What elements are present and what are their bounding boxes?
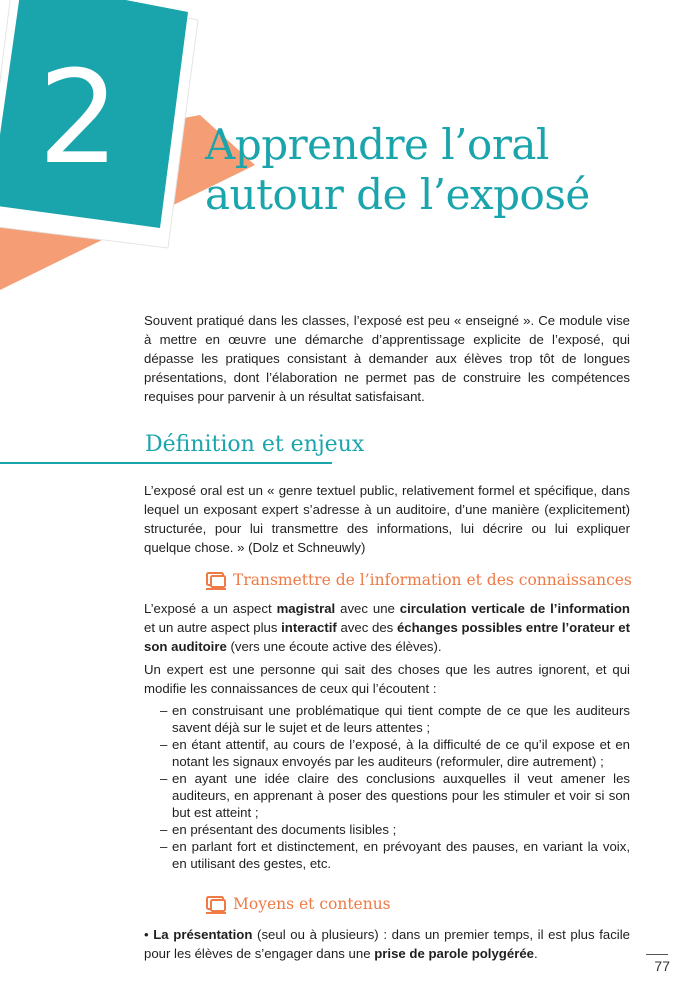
expert-bullet-list [160,702,630,872]
page-number-rule [646,954,668,955]
chapter-number: 2 [38,44,120,193]
list-item: – en présentant des documents lisibles ; [160,821,630,838]
subsection-heading-2 [205,892,391,916]
list-item: – en ayant une idée claire des conclusions auxquelles il veut amener les auditeurs, en apprenant à poser des questions pour les stimuler et voir si son but est atteint ; [160,770,630,821]
list-item: – en construisant une problématique qui tient compte de ce que les auditeurs savent déjà sur le sujet et de leurs attentes ; [160,702,630,736]
expert-paragraph: Un expert est une personne qui sait des choses que les autres ignorent, et qui modifie les connaissances de ceux qui l’écoutent : [144,662,630,696]
list-item: – en parlant fort et distinctement, en prévoyant des pauses, en variant la voix, en utilisant des gestes, etc. [160,838,630,872]
definition-paragraph: L’exposé oral est un « genre textuel public, relativement formel et spécifique, dans lequel un exposant expert s’adresse à un auditoire, d’une manière (explicitement) structurée, pour lui transmettre des informations, lui décrire ou lui expliquer quelque chose. » (Dolz et Schneuwly) [144,483,630,555]
intro-paragraph: Souvent pratiqué dans les classes, l’exposé est peu « enseigné ». Ce module vise à mettre en œuvre une démarche d’apprentissage explicite de l’exposé, qui dépasse les pratiques consistant à demander aux élèves trop tôt de longues présentations, dont l’élaboration ne permet pas de construire les compétences requises pour parvenir à un résultat satisfaisant. [144,313,630,404]
presentation-paragraph: • La présentation (seul ou à plusieurs) : dans un premier temps, il est plus facile pour les élèves de s’engager dans une prise de parole polygérée. [144,927,630,961]
magistral-paragraph: L’exposé a un aspect magistral avec une circulation verticale de l’information et un autre aspect plus interactif avec des échanges possibles entre l’orateur et son auditoire (vers une écoute active des élèves). [144,601,631,654]
subsection-title-2: Moyens et contenus [233,895,391,913]
chapter-title [205,120,590,220]
chapter-title-line-1: Apprendre l’oral [205,120,549,169]
screen-icon [205,894,227,914]
subsection-title-1: Transmettre de l’information et des connaissances [233,571,632,589]
section-underline [0,462,332,464]
screen-icon [205,570,227,590]
list-item: – en étant attentif, au cours de l’exposé, à la difficulté de ce qu’il expose et en notant les signaux envoyés par les auditeurs (reformuler, dire autrement) ; [160,736,630,770]
chapter-title-line-2: autour de l’exposé [205,170,590,219]
subsection-heading-1 [205,568,632,592]
page-number: 77 [654,958,670,974]
section-title: Définition et enjeux [145,432,365,457]
